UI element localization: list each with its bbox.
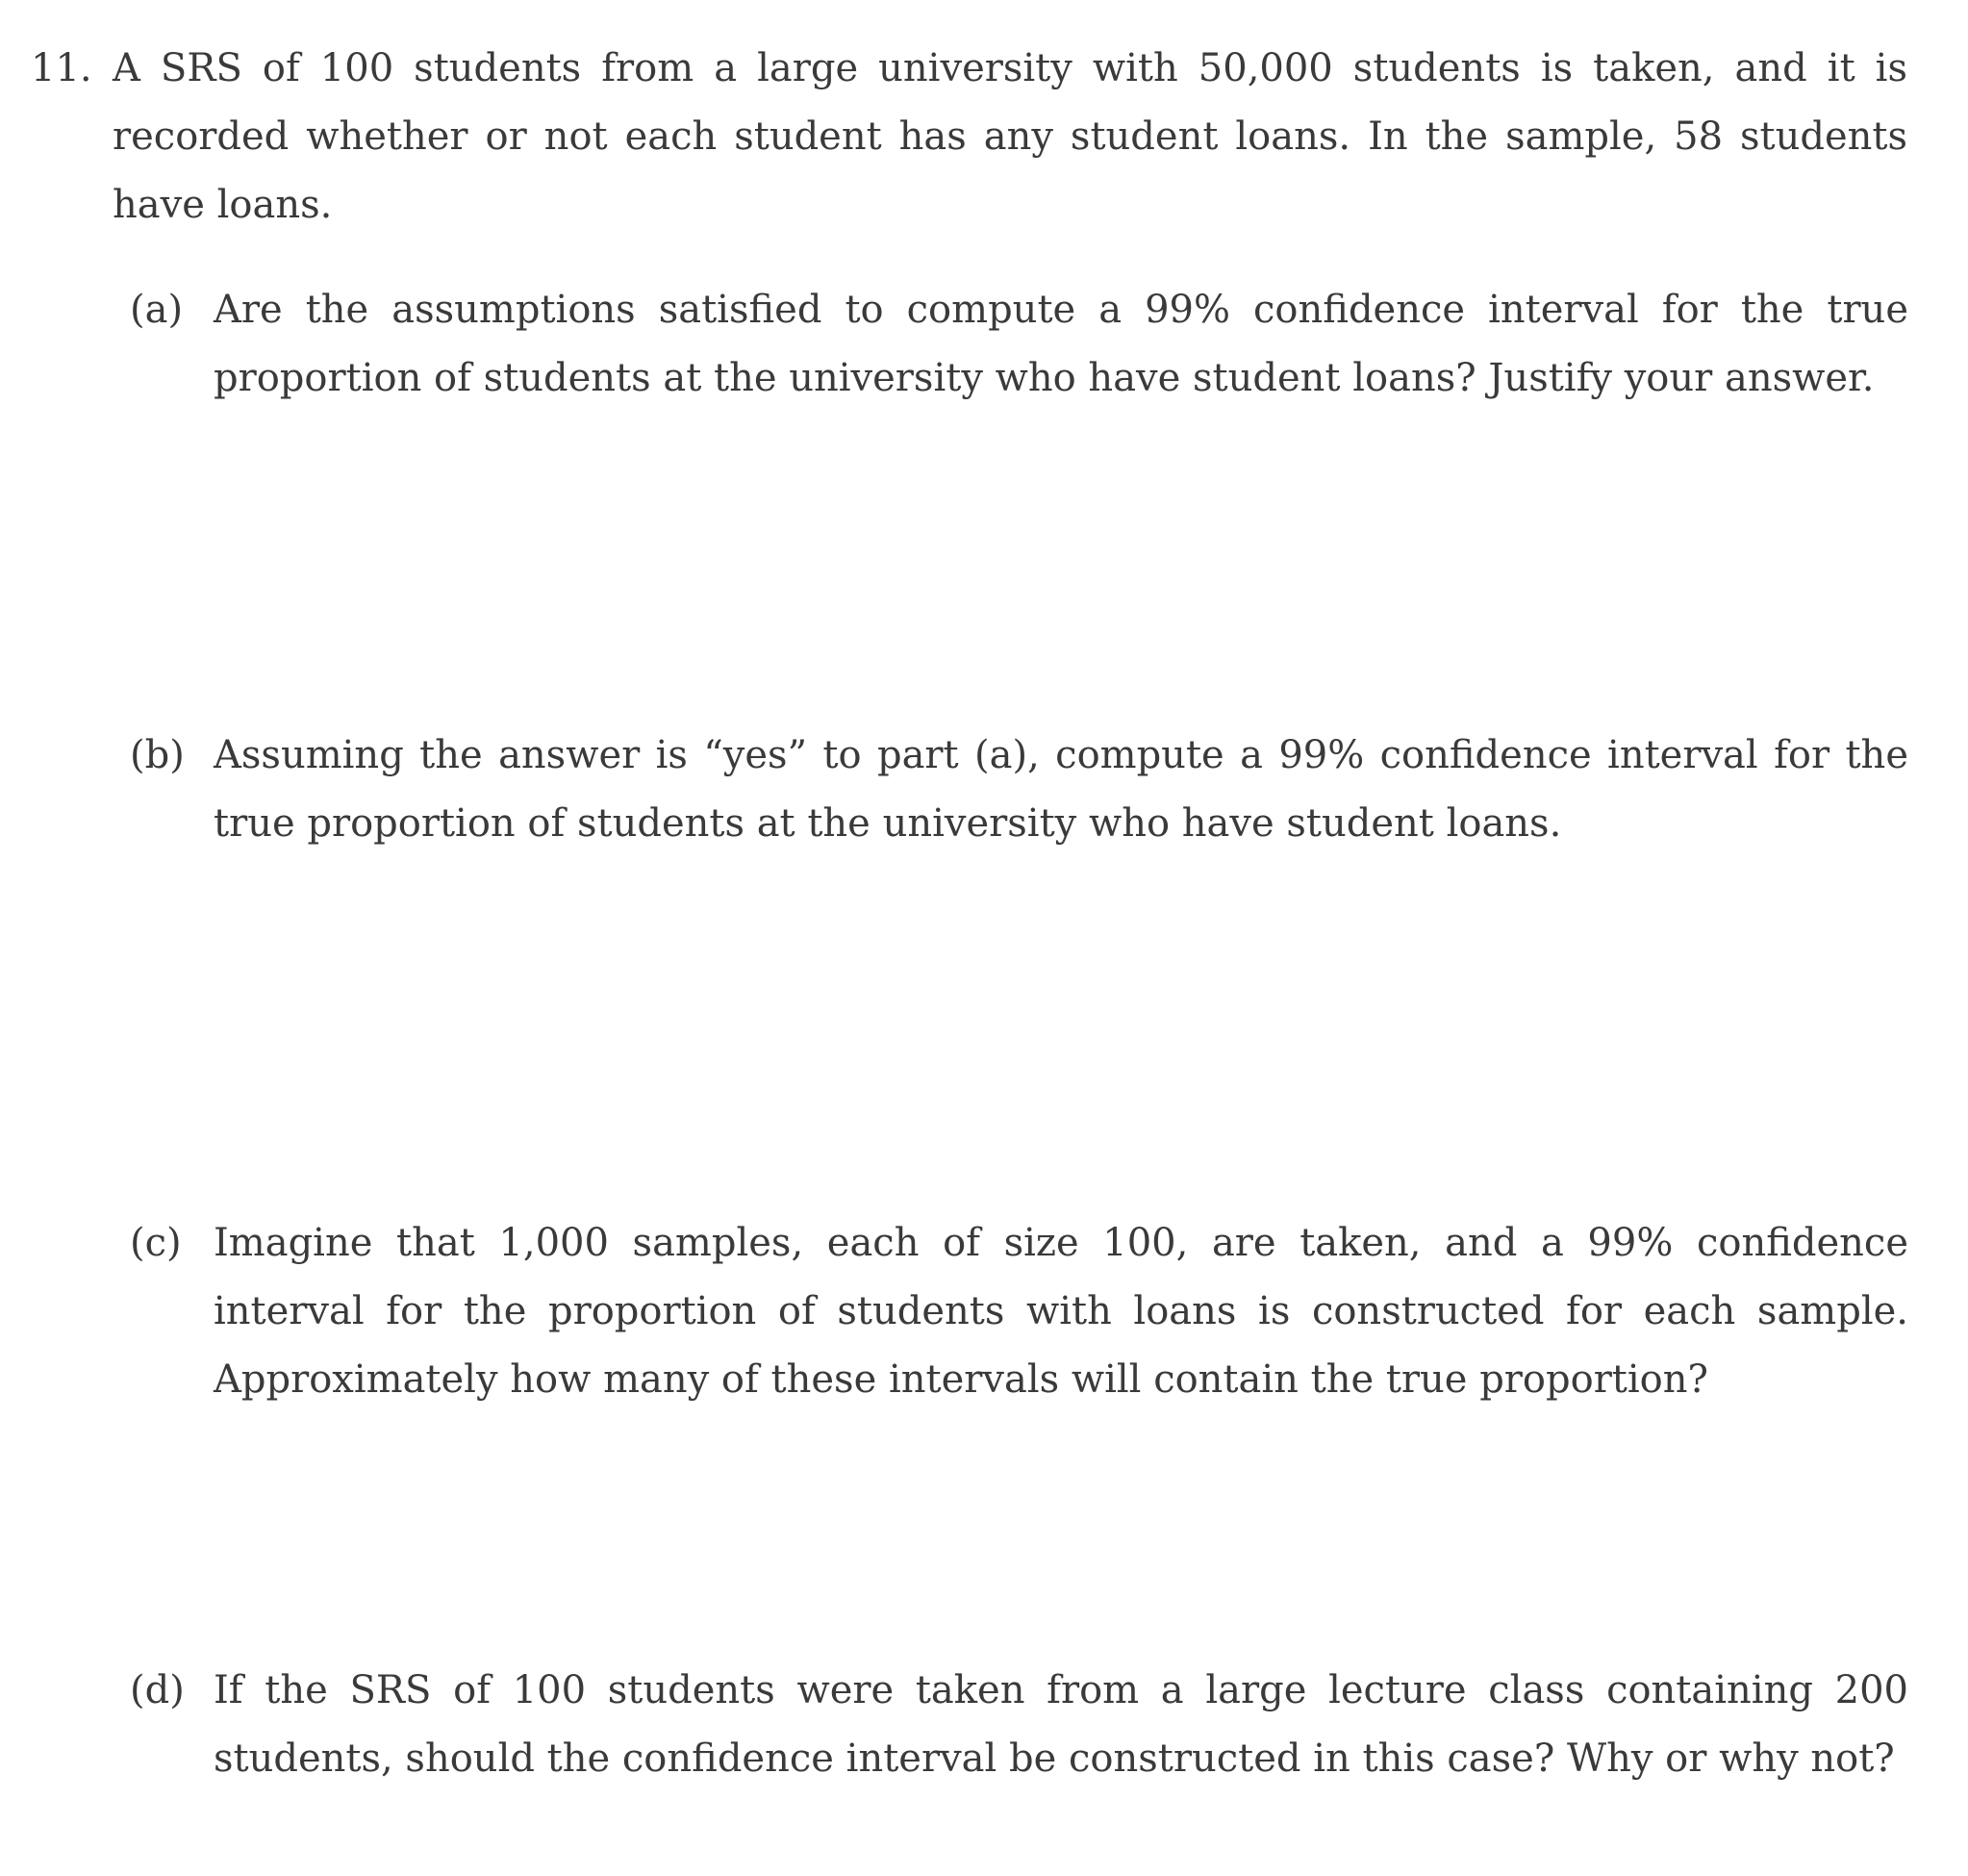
part-b-label: (b) — [130, 733, 185, 777]
part-a-label: (a) — [130, 288, 184, 332]
part-c-question: Imagine that 1,000 samples, each of size 100, are taken, and a 99% confidence interval for the proportion of students with loans is constructed for each sample. Approximately how many of these intervals will contain the true proportion? — [214, 1221, 1908, 1402]
problem-stem: A SRS of 100 students from a large university with 50,000 students is taken, and it is recorded whether or not each student has any student loans. In the sample, 58 students have loans. — [113, 46, 1907, 227]
part-d-question: If the SRS of 100 students were taken from a large lecture class containing 200 students, should the confidence interval be constructed in this case? Why or why not? — [214, 1668, 1908, 1781]
part-c-label: (c) — [130, 1221, 182, 1265]
part-b-question: Assuming the answer is “yes” to part (a), compute a 99% confidence interval for the true proportion of students at the university who have student loans. — [214, 733, 1908, 846]
part-a-question: Are the assumptions satisfied to compute a 99% confidence interval for the true proportion of students at the university who have student loans? Justify your answer. — [214, 288, 1908, 400]
part-d-label: (d) — [130, 1668, 185, 1712]
problem-number: 11. — [31, 46, 92, 90]
